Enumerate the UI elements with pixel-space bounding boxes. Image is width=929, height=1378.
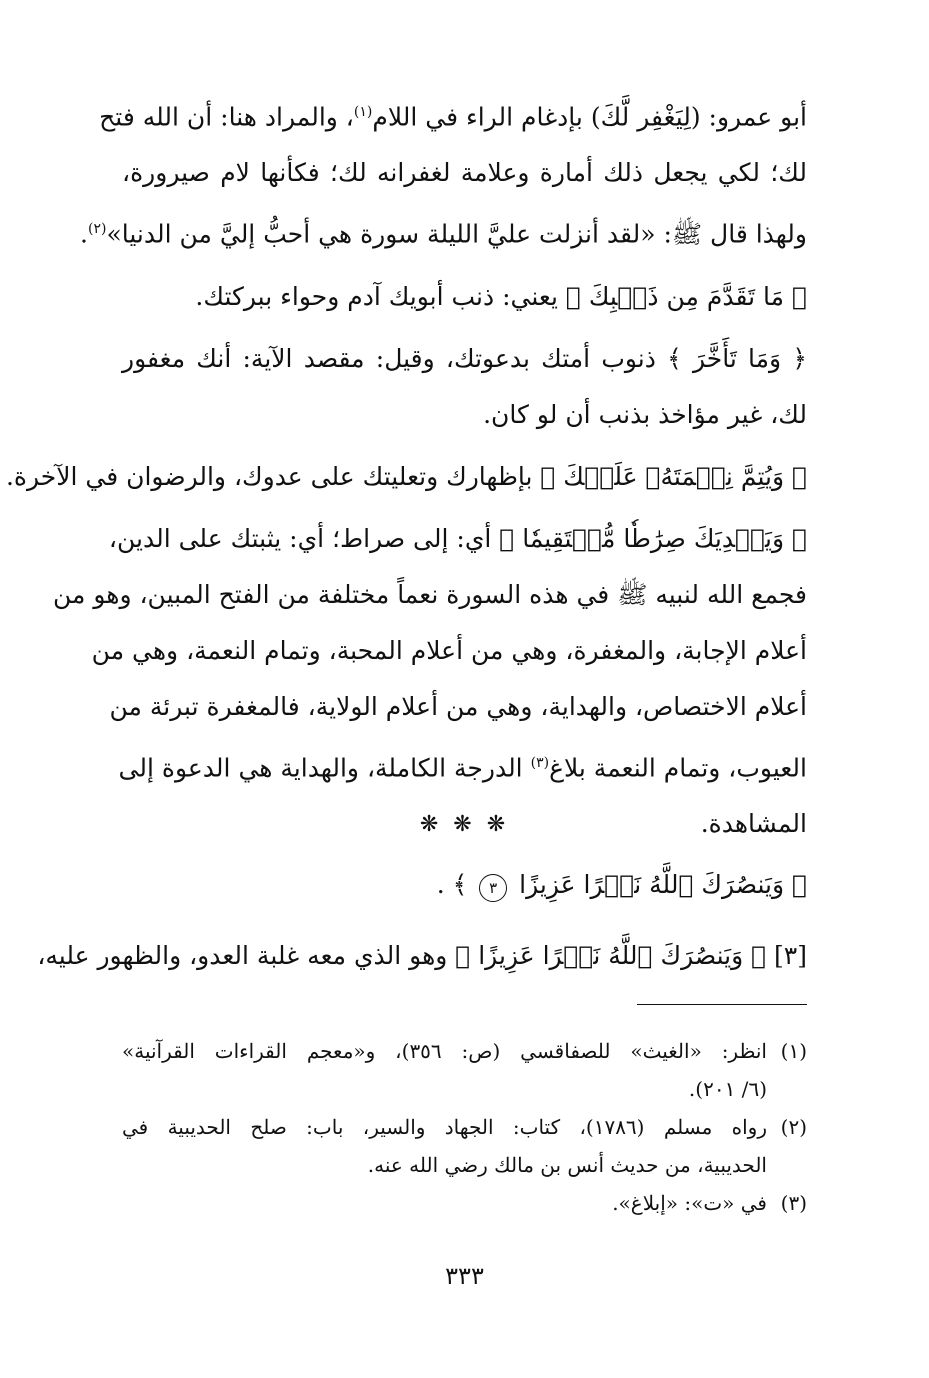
footnote-number: (١) (780, 1039, 807, 1063)
footnote-line: رواه مسلم (١٧٨٦)، كتاب: الجهاد والسير، باب: صلح الحديبية في (122, 1115, 767, 1139)
paragraph-3 (122, 331, 807, 443)
footnote-1 (122, 1032, 807, 1108)
footnote-line: في «ت»: «إبلاغ». (612, 1191, 767, 1215)
verse-number-ornament: ٣ (479, 874, 507, 902)
text-line: فجمع الله لنبيه ﷺ في هذه السورة نعماً مختلفة من الفتح المبين، وهو من (53, 579, 807, 609)
footnote-line: (٦/ ٢٠١). (688, 1077, 767, 1101)
text-line: ﴿ وَيَهۡدِيَكَ صِرَٰطٗا مُّسۡتَقِيمٗا ﴾ أي: إلى صراط؛ أي: يثبتك على الدين، (108, 523, 807, 553)
text-line: أعلام الاختصاص، والهداية، وهي من أعلام الولاية، فالمغفرة تبرئة من (109, 691, 807, 721)
quran-verse: ﴿ وَيَنصُرَكَ ٱللَّهُ نَصۡرًا عَزِيزًا ٣ ﴾ . (437, 870, 807, 902)
text-line: [٣] ﴿ وَيَنصُرَكَ ٱللَّهُ نَصۡرًا عَزِيزًا ﴾ وهو الذي معه غلبة العدو، والظهور عليه، (37, 941, 807, 970)
footnote-divider (637, 1004, 807, 1005)
footnote-ref-3[interactable]: (٣) (530, 754, 550, 771)
footnote-3 (122, 1184, 807, 1222)
paragraph-4 (5, 449, 807, 505)
paragraph-5 (53, 511, 807, 852)
text-line: ﴿ مَا تَقَدَّمَ مِن ذَنۢبِكَ ﴾ يعني: ذنب أبويك آدم وحواء ببركتك. (195, 281, 807, 311)
footnote-2 (122, 1108, 807, 1184)
text-line: ولهذا قال ﷺ: «لقد أنزلت عليَّ الليلة سورة هي أحبُّ إليَّ من الدنيا»$^{(٢)}$. (80, 219, 807, 249)
text-line: ﴿ وَمَا تَأَخَّرَ ﴾ ذنوب أمتك بدعوتك، وقيل: مقصد الآية: أنك مغفور (122, 343, 807, 373)
footnote-number: (٢) (780, 1115, 807, 1139)
commentary (37, 928, 807, 984)
text-line: لك، غير مؤاخذ بذنب أن لو كان. (483, 399, 807, 429)
footnotes (122, 1032, 807, 1222)
footnote-line: انظر: «الغيث» للصفاقسي (ص: ٣٥٦)، و«معجم القراءات القرآنية» (122, 1039, 767, 1063)
footnote-number: (٣) (780, 1191, 807, 1215)
text-line: أبو عمرو: (لِيَغْفِر لَّكَ) بإدغام الراء في اللام$^{(١)}$، والمراد هنا: أن الله فتح (99, 102, 807, 132)
section-separator: ❋ ❋ ❋ (419, 812, 510, 837)
main-text (5, 84, 807, 852)
text-line: العيوب، وتمام النعمة بلاغ$^{(٣)}$ الدرجة الكاملة، والهداية هي الدعوة إلى (118, 752, 807, 782)
paragraph-1 (80, 84, 807, 263)
text-line: ﴿ وَيُتِمَّ نِعۡمَتَهُۥ عَلَيۡكَ ﴾ بإظهارك وتعليتك على عدوك، والرضوان في الآخرة. (5, 461, 807, 491)
footnote-ref-2[interactable]: (٢) (87, 221, 107, 238)
footnote-line: الحديبية، من حديث أنس بن مالك رضي الله عنه. (367, 1153, 767, 1177)
paragraph-2 (122, 269, 807, 325)
page-number: ٣٣٣ (445, 1262, 484, 1290)
text-line: لك؛ لكي يجعل ذلك أمارة وعلامة لغفرانه لك؛ فكأنها لام صيرورة، (122, 158, 807, 188)
text-line: المشاهدة. (700, 808, 807, 838)
footnote-ref-1[interactable]: (١) (353, 104, 373, 120)
text-line: أعلام الإجابة، والمغفرة، وهي من أعلام المحبة، وتمام النعمة، وهي من (91, 635, 807, 665)
